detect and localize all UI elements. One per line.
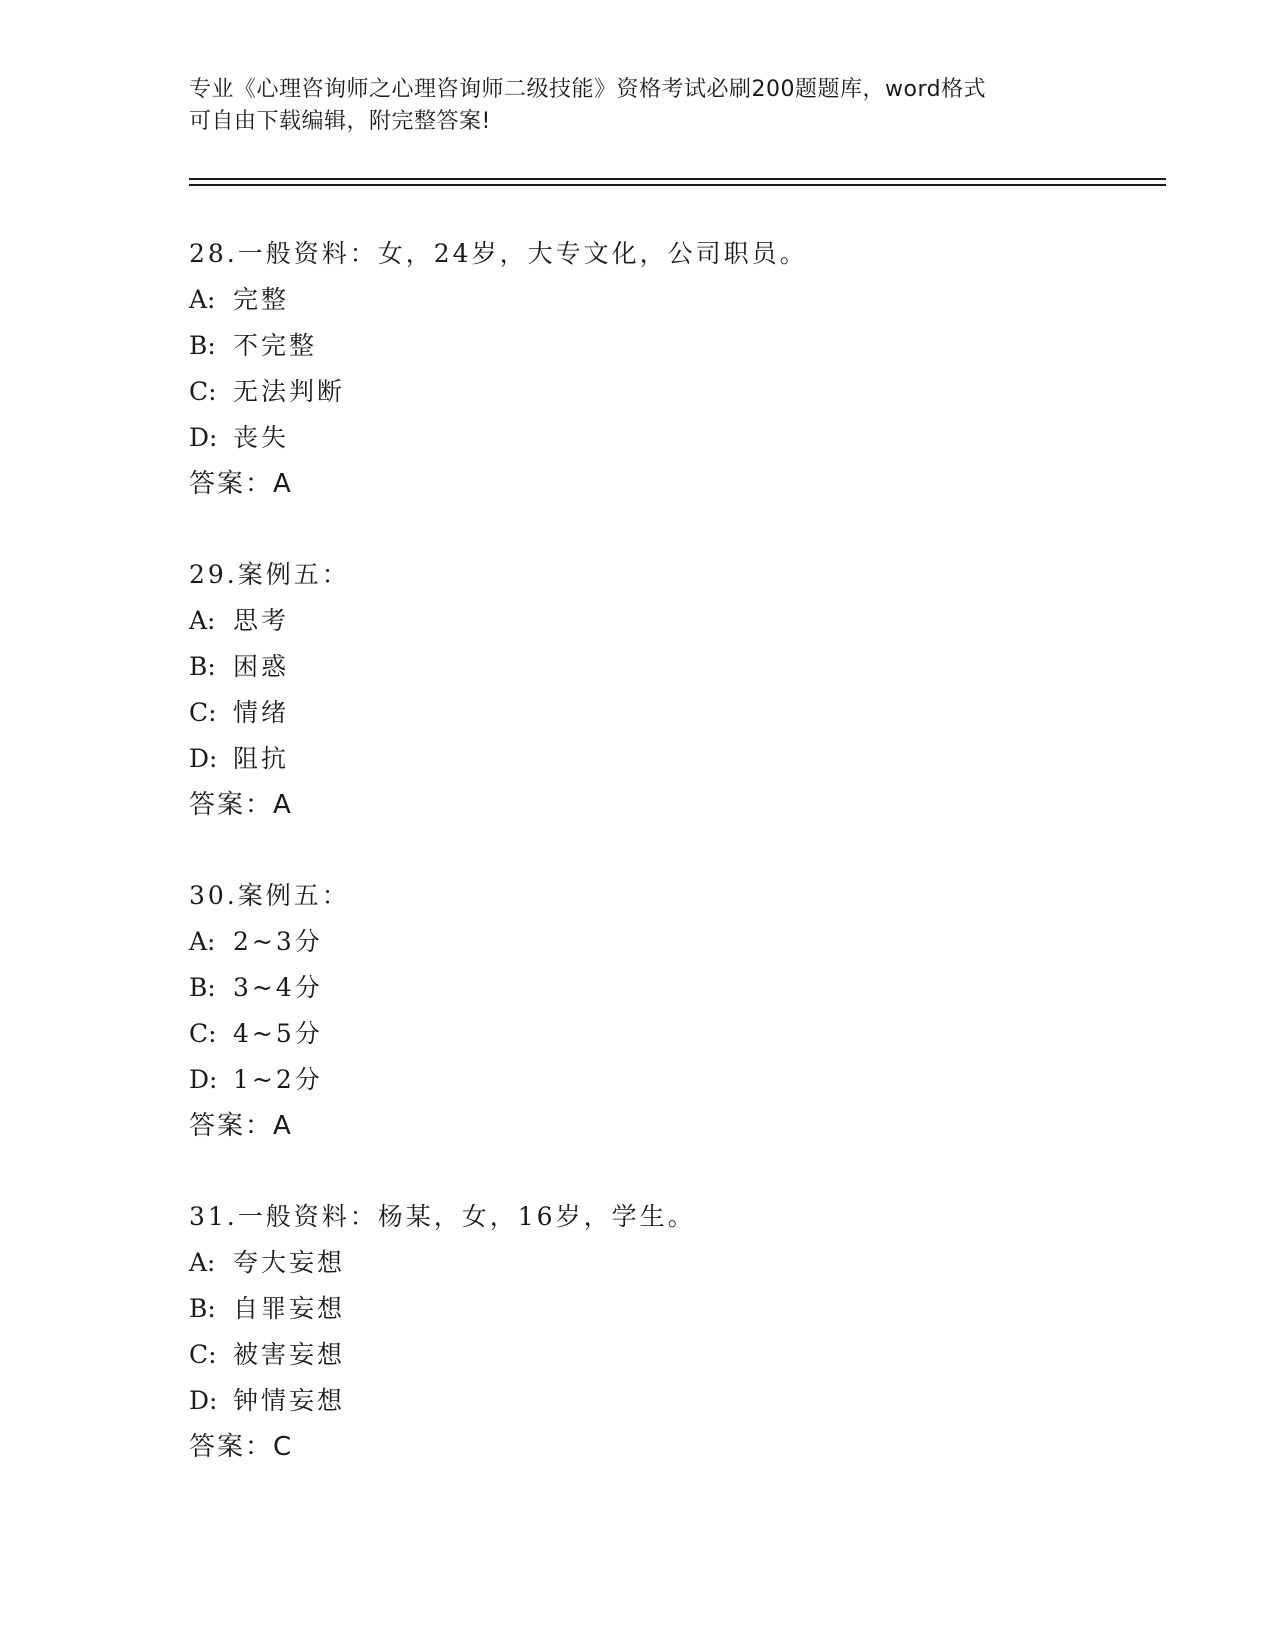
header-line-2: 可自由下载编辑，附完整答案! bbox=[189, 109, 491, 134]
option-letter: C: bbox=[189, 1340, 217, 1369]
answer-value: A bbox=[273, 1111, 292, 1141]
option-text: 2~3分 bbox=[233, 927, 323, 956]
question-title: 28.一般资料：女，24岁，大专文化，公司职员。 bbox=[189, 239, 808, 268]
option-text: 完整 bbox=[233, 285, 290, 314]
question-title: 31.一般资料：杨某，女，16岁，学生。 bbox=[189, 1202, 696, 1231]
header-divider-bottom bbox=[189, 184, 1166, 186]
option-b bbox=[189, 323, 1089, 369]
answer-line bbox=[189, 1103, 1089, 1149]
question-31 bbox=[189, 1194, 1089, 1470]
option-letter: A: bbox=[189, 1248, 216, 1277]
option-c bbox=[189, 1011, 1089, 1057]
option-c bbox=[189, 369, 1089, 415]
option-text: 阻抗 bbox=[233, 744, 290, 773]
option-text: 1~2分 bbox=[233, 1065, 323, 1094]
document-header bbox=[189, 74, 1069, 138]
option-a bbox=[189, 1240, 1089, 1286]
option-c bbox=[189, 1332, 1089, 1378]
option-a bbox=[189, 919, 1089, 965]
answer-line bbox=[189, 782, 1089, 828]
option-d bbox=[189, 1378, 1089, 1424]
option-letter: B: bbox=[189, 1294, 216, 1323]
option-letter: C: bbox=[189, 377, 217, 406]
option-letter: D: bbox=[189, 1386, 218, 1415]
header-line-1: 专业《心理咨询师之心理咨询师二级技能》资格考试必刷200题题库，word格式 bbox=[189, 77, 987, 102]
option-text: 4~5分 bbox=[233, 1019, 323, 1048]
answer-line bbox=[189, 1424, 1089, 1470]
answer-label: 答案： bbox=[189, 790, 274, 820]
option-text: 思考 bbox=[233, 606, 290, 635]
option-text: 自罪妄想 bbox=[233, 1294, 346, 1323]
question-28 bbox=[189, 231, 1089, 507]
option-letter: B: bbox=[189, 973, 216, 1002]
option-text: 无法判断 bbox=[233, 377, 346, 406]
option-letter: A: bbox=[189, 285, 216, 314]
answer-value: C bbox=[273, 1432, 293, 1462]
question-29 bbox=[189, 552, 1089, 828]
option-letter: C: bbox=[189, 1019, 217, 1048]
option-text: 不完整 bbox=[233, 331, 318, 360]
option-b bbox=[189, 644, 1089, 690]
option-text: 丧失 bbox=[233, 423, 290, 452]
option-d bbox=[189, 736, 1089, 782]
option-d bbox=[189, 1057, 1089, 1103]
option-letter: A: bbox=[189, 606, 216, 635]
option-c bbox=[189, 690, 1089, 736]
option-letter: D: bbox=[189, 1065, 218, 1094]
option-text: 情绪 bbox=[233, 698, 290, 727]
option-text: 夸大妄想 bbox=[233, 1248, 346, 1277]
question-title: 30.案例五： bbox=[189, 881, 350, 910]
option-text: 困惑 bbox=[233, 652, 290, 681]
option-b bbox=[189, 965, 1089, 1011]
option-letter: D: bbox=[189, 423, 218, 452]
header-divider-top bbox=[189, 178, 1166, 180]
option-letter: B: bbox=[189, 331, 216, 360]
option-b bbox=[189, 1286, 1089, 1332]
option-text: 钟情妄想 bbox=[233, 1386, 346, 1415]
option-letter: D: bbox=[189, 744, 218, 773]
question-30 bbox=[189, 873, 1089, 1149]
option-a bbox=[189, 277, 1089, 323]
answer-value: A bbox=[273, 790, 292, 820]
option-letter: A: bbox=[189, 927, 216, 956]
answer-line bbox=[189, 461, 1089, 507]
answer-value: A bbox=[273, 469, 292, 499]
answer-label: 答案： bbox=[189, 1111, 274, 1141]
option-text: 被害妄想 bbox=[233, 1340, 346, 1369]
question-title: 29.案例五： bbox=[189, 560, 350, 589]
option-d bbox=[189, 415, 1089, 461]
answer-label: 答案： bbox=[189, 1432, 274, 1462]
answer-label: 答案： bbox=[189, 469, 274, 499]
option-a bbox=[189, 598, 1089, 644]
option-letter: C: bbox=[189, 698, 217, 727]
option-text: 3~4分 bbox=[233, 973, 323, 1002]
option-letter: B: bbox=[189, 652, 216, 681]
